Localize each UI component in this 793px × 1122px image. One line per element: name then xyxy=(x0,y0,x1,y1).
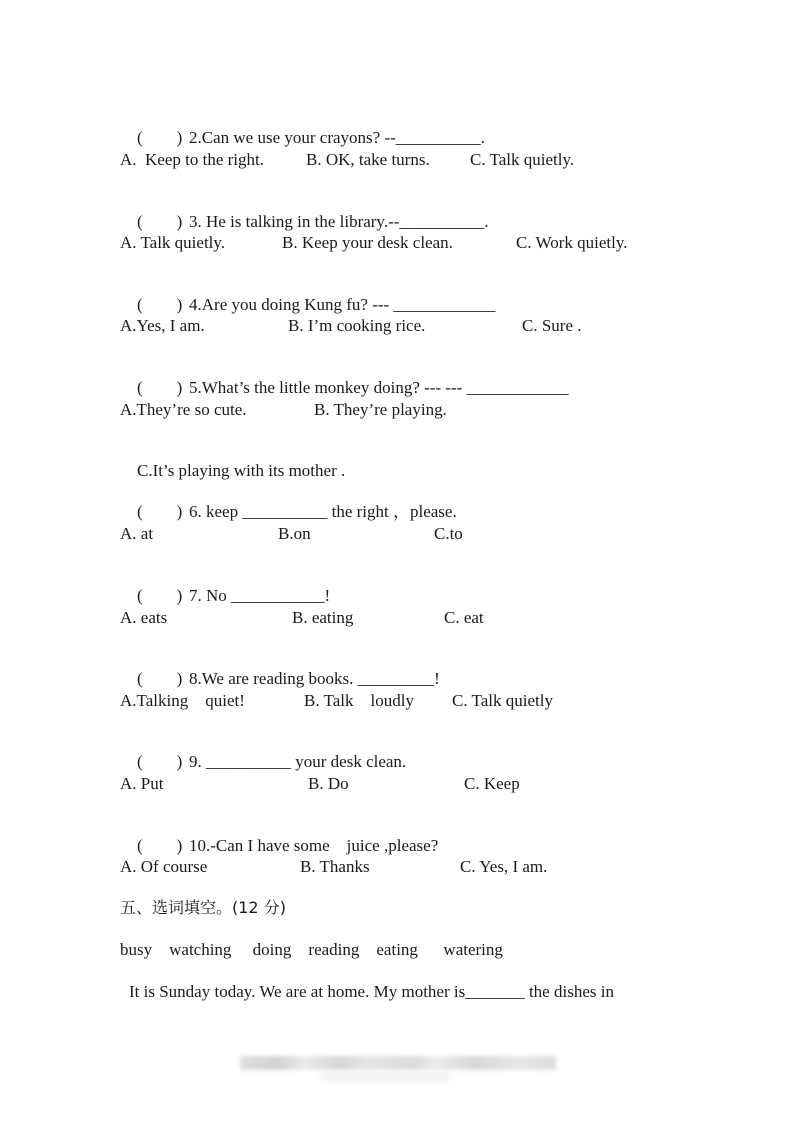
option-a: A.They’re so cute. xyxy=(120,400,247,419)
option-b: B. OK, take turns. xyxy=(306,150,430,169)
answer-paren[interactable]: ( ) xyxy=(137,212,183,231)
option-b: B. Do xyxy=(308,774,349,793)
option-b: B. I’m cooking rice. xyxy=(288,316,426,335)
answer-paren[interactable]: ( ) xyxy=(137,586,183,605)
blurred-footer xyxy=(240,1056,556,1070)
option-c: C.It’s playing with its mother . xyxy=(137,461,346,480)
answer-paren[interactable]: ( ) xyxy=(137,378,183,397)
option-c: C. Yes, I am. xyxy=(460,857,548,876)
option-c: C.to xyxy=(434,524,463,543)
answer-paren[interactable]: ( ) xyxy=(137,836,183,855)
question-stem: 4.Are you doing Kung fu? --- ____________ xyxy=(189,295,496,314)
option-b: B. They’re playing. xyxy=(314,400,447,419)
question-stem: 2.Can we use your crayons? --__________. xyxy=(189,128,486,147)
option-a: A. Keep to the right. xyxy=(120,150,264,169)
option-a: A. Talk quietly. xyxy=(120,233,226,252)
option-c: C. Sure . xyxy=(522,316,582,335)
question-stem: 8.We are reading books. _________! xyxy=(189,669,440,688)
option-b: B.on xyxy=(278,524,311,543)
option-b: B. Talk loudly xyxy=(304,691,414,710)
question-stem: 9. __________ your desk clean. xyxy=(189,752,407,771)
option-c: C. eat xyxy=(444,608,484,627)
question-stem: 3. He is talking in the library.--__________. xyxy=(189,212,489,231)
option-a: A. eats xyxy=(120,608,168,627)
option-a: A.Yes, I am. xyxy=(120,316,205,335)
option-b: B. eating xyxy=(292,608,354,627)
answer-paren[interactable]: ( ) xyxy=(137,128,183,147)
option-c: C. Keep xyxy=(464,774,520,793)
word-bank: busy watching doing reading eating watering xyxy=(120,940,503,959)
question-stem: 7. No ___________! xyxy=(189,586,331,605)
passage-text: It is Sunday today. We are at home. My mother is_______ the dishes in xyxy=(129,982,614,1001)
option-a: A. Of course xyxy=(120,857,208,876)
answer-paren[interactable]: ( ) xyxy=(137,502,183,521)
answer-paren[interactable]: ( ) xyxy=(137,752,183,771)
answer-paren[interactable]: ( ) xyxy=(137,295,183,314)
option-c: C. Talk quietly. xyxy=(470,150,575,169)
question-stem: 10.-Can I have some juice ,please? xyxy=(189,836,439,855)
option-a: A. Put xyxy=(120,774,164,793)
option-a: A. at xyxy=(120,524,154,543)
question-stem: 5.What’s the little monkey doing? --- --- ____________ xyxy=(189,378,569,397)
blurred-footer-sub xyxy=(320,1073,450,1081)
option-c: C. Talk quietly xyxy=(452,691,553,710)
section-5-title: 五、选词填空。(12 分) xyxy=(120,898,286,917)
question-stem: 6. keep __________ the right ，please. xyxy=(189,502,457,521)
option-a: A.Talking quiet! xyxy=(120,691,245,710)
answer-paren[interactable]: ( ) xyxy=(137,669,183,688)
option-c: C. Work quietly. xyxy=(516,233,628,252)
option-b: B. Keep your desk clean. xyxy=(282,233,453,252)
option-b: B. Thanks xyxy=(300,857,370,876)
